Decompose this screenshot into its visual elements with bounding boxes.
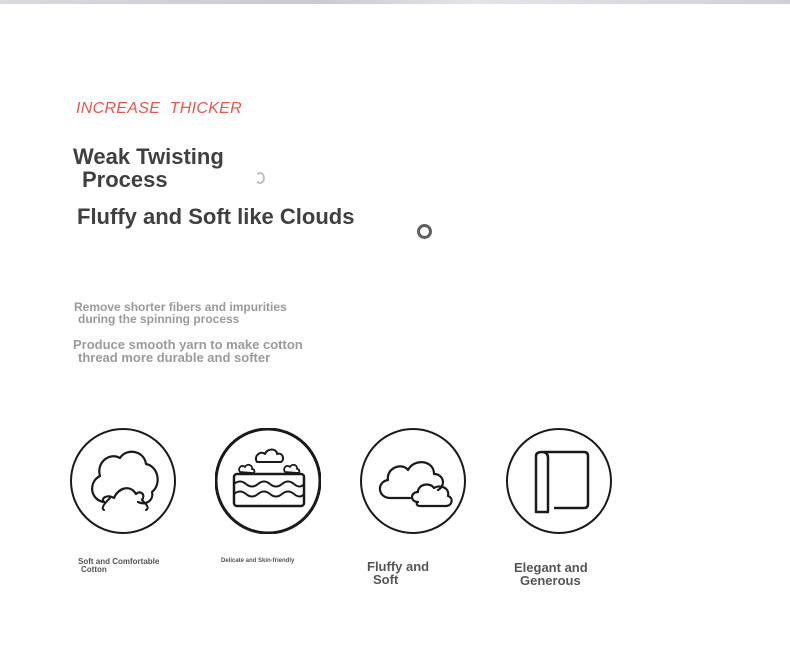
feature-delicate-skin <box>215 428 321 534</box>
description-remove-fibers-continued: during the spinning process <box>78 312 240 326</box>
folded-towel-icon <box>506 428 612 534</box>
feature-label-fluffy-soft-continued: Soft <box>373 572 399 587</box>
tagline: INCREASE THICKER <box>76 100 243 117</box>
cotton-boll-icon <box>70 428 176 534</box>
heading-weak-twisting: Weak Twisting <box>73 144 224 169</box>
feature-soft-cotton <box>70 428 176 534</box>
feature-label-soft-cotton-continued: Cotton <box>81 565 107 574</box>
top-banner-strip <box>0 0 790 4</box>
description-smooth-yarn: Produce smooth yarn to make cotton <box>73 337 303 352</box>
feature-elegant-generous <box>506 428 612 534</box>
feature-label-elegant-continued: Generous <box>520 573 581 588</box>
heading-fluffy-soft: Fluffy and Soft like Clouds <box>77 204 355 229</box>
description-remove-fibers: Remove shorter fibers and impurities <box>74 300 287 314</box>
feature-label-soft-cotton: Soft and Comfortable <box>78 557 160 566</box>
layered-fabric-icon <box>215 428 321 534</box>
ring-mark <box>417 224 432 239</box>
feature-label-elegant: Elegant and <box>514 560 588 575</box>
cloud-icon <box>360 428 466 534</box>
feature-fluffy-soft <box>360 428 466 534</box>
heading-weak-twisting-continued: Process <box>82 167 168 192</box>
smudge-mark <box>255 172 265 184</box>
feature-label-fluffy-soft: Fluffy and <box>367 559 430 574</box>
feature-label-delicate-skin: Delicate and Skin-friendly <box>221 558 295 564</box>
description-smooth-yarn-continued: thread more durable and softer <box>78 350 271 365</box>
